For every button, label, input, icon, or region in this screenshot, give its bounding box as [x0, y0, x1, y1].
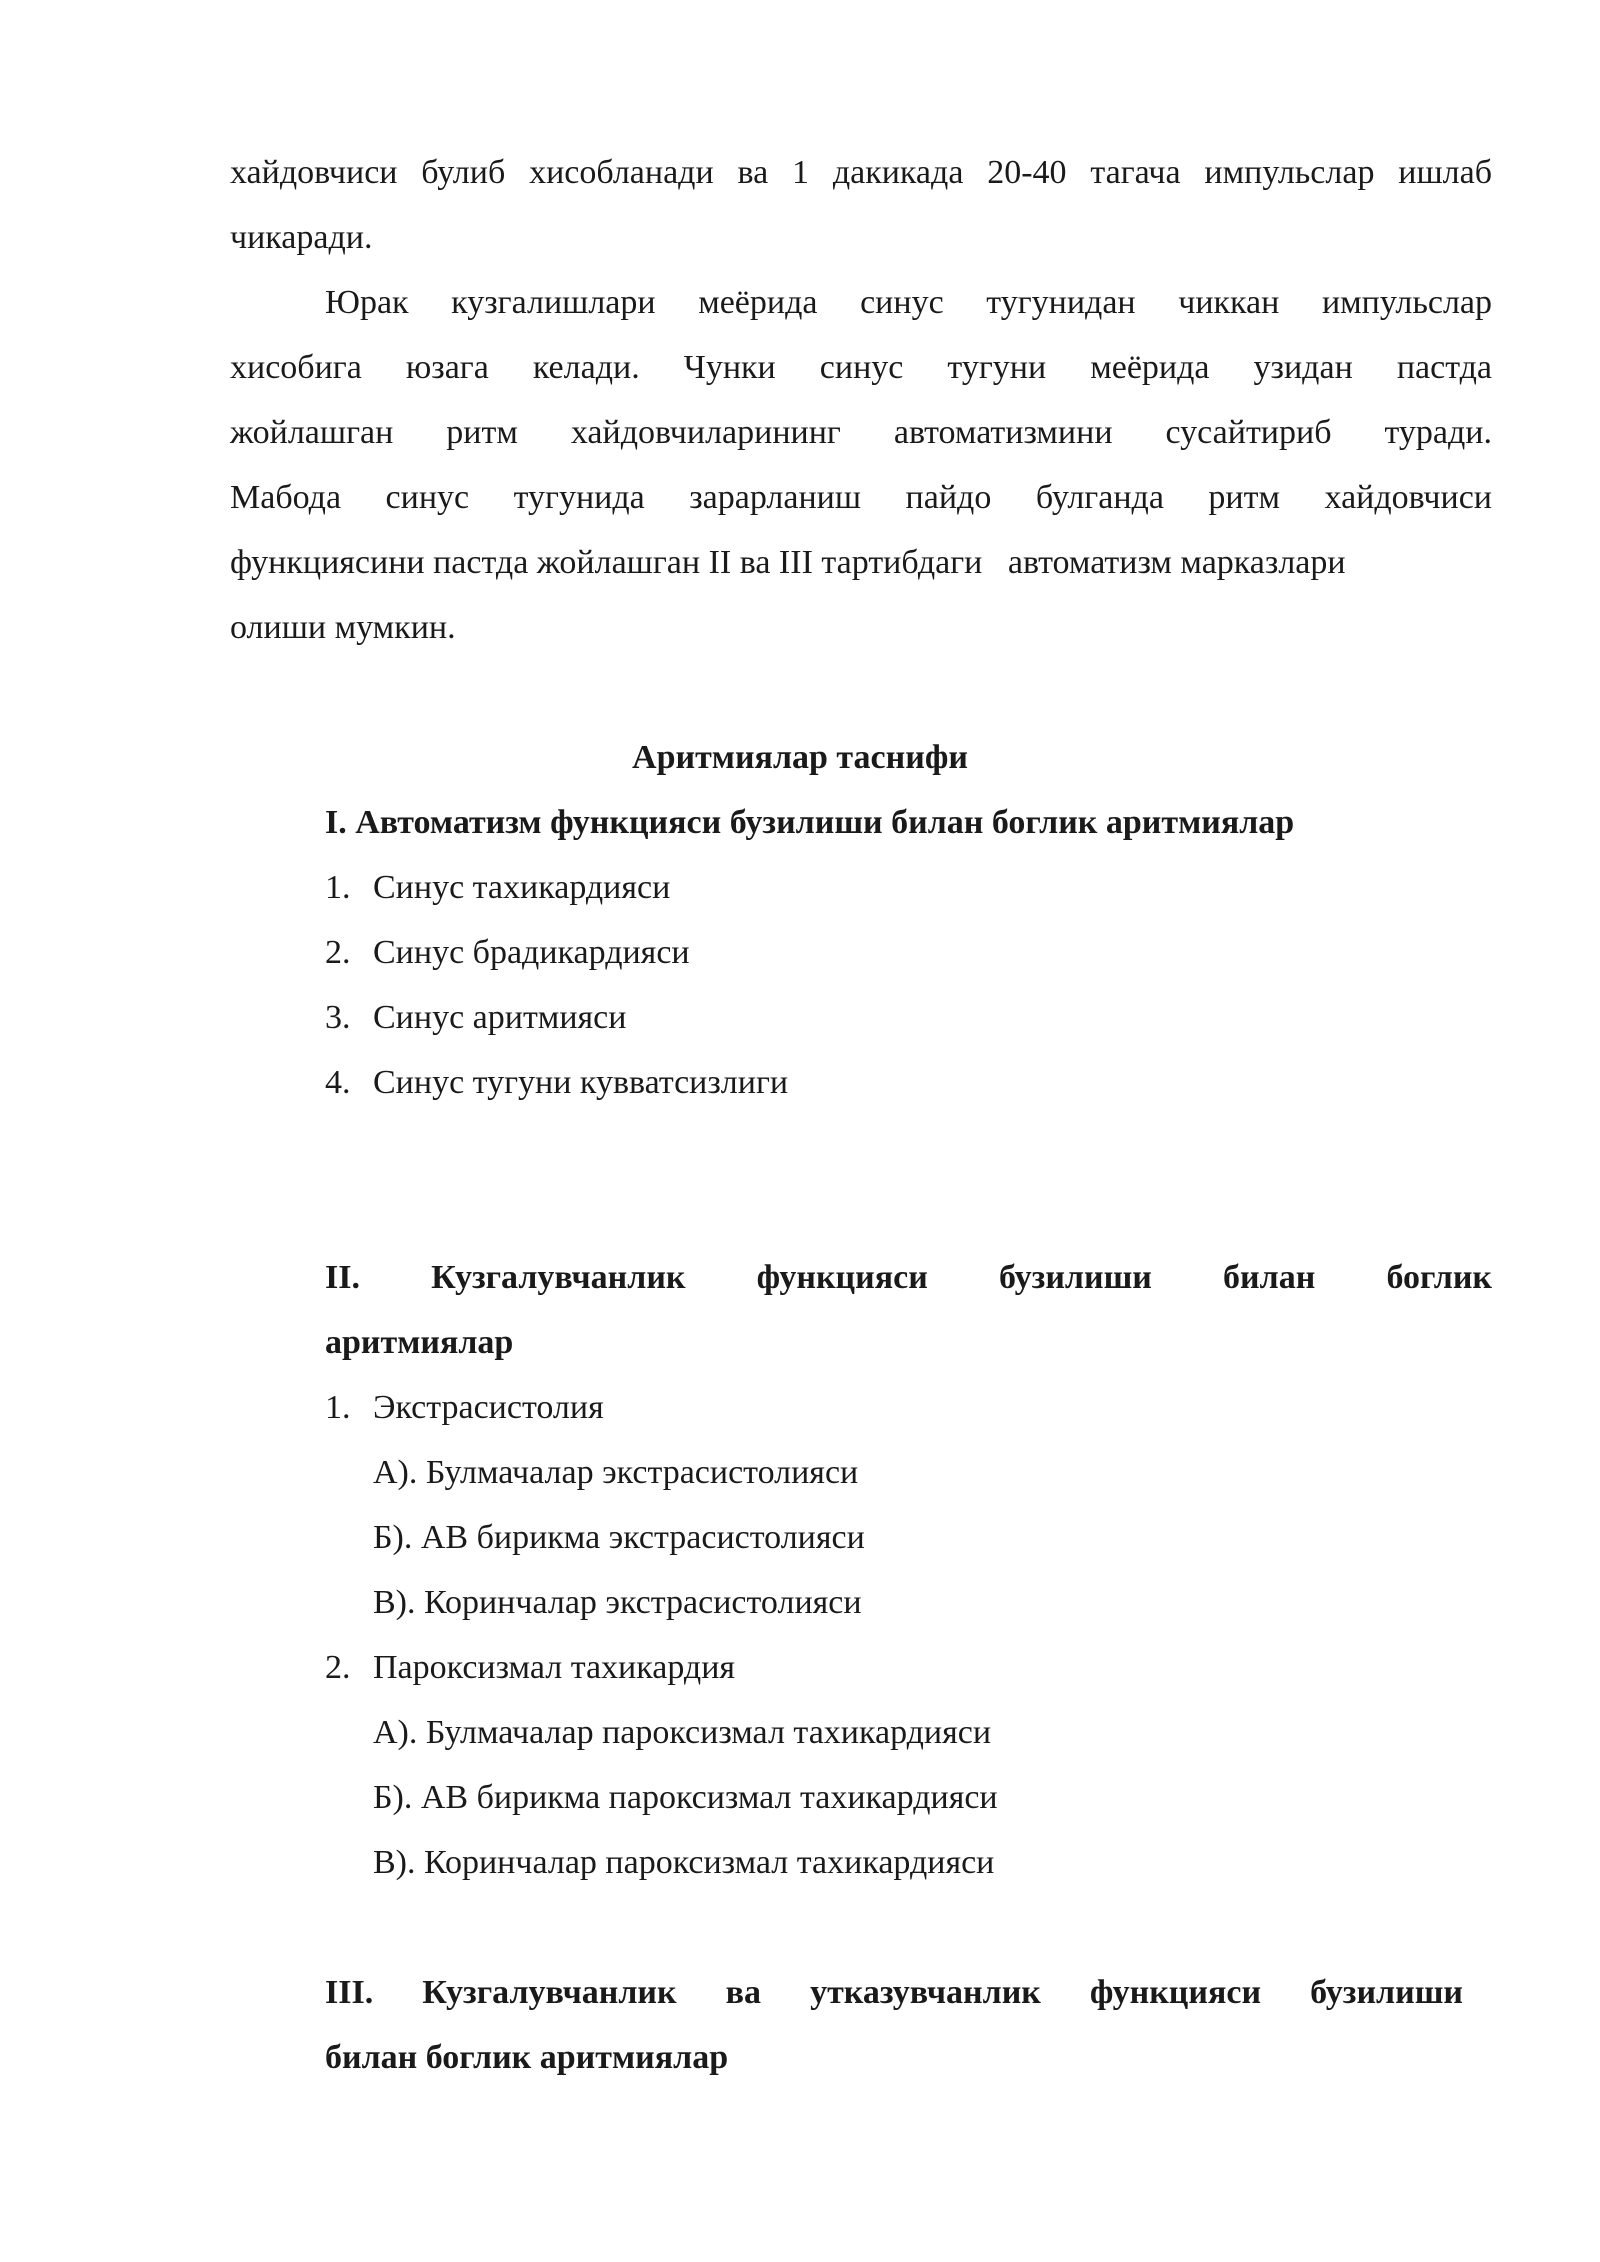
section1-item-2-text: Синус брадикардияси [373, 934, 690, 971]
paragraph2-line-1: Юрак кузгалишлари меёрида синус тугунидан чиккан импульслар [325, 284, 1492, 321]
section1-item-3-num: 3. [325, 999, 351, 1036]
section2-item-2-sub-a: А). Булмачалар пароксизмал тахикардияси [373, 1714, 992, 1751]
section1-item-4-text: Синус тугуни кувватсизлиги [373, 1064, 789, 1101]
section1-item-3-text: Синус аритмияси [373, 999, 627, 1036]
section3-heading-line-2: билан боглик аритмиялар [325, 2039, 729, 2076]
paragraph2-line-3: жойлашган ритм хайдовчиларининг автоматизмини сусайтириб туради. [230, 414, 1492, 451]
section2-item-1-text: Экстрасистолия [373, 1389, 604, 1426]
paragraph2-line-4: Мабода синус тугунида зарарланиш пайдо булганда ритм хайдовчиси [230, 479, 1492, 516]
section2-item-1-sub-b: Б). АВ бирикма экстрасистолияси [373, 1519, 865, 1556]
section2-item-2-sub-b: Б). АВ бирикма пароксизмал тахикардияси [373, 1779, 998, 1816]
section1-item-4-num: 4. [325, 1064, 351, 1101]
section1-item-2-num: 2. [325, 934, 351, 971]
section2-item-1-sub-c: В). Коринчалар экстрасистолияси [373, 1584, 862, 1621]
paragraph2-line-2: хисобига юзага келади. Чунки синус тугуни меёрида узидан пастда [230, 349, 1492, 386]
section2-item-2-num: 2. [325, 1649, 351, 1686]
section2-item-2-sub-c: В). Коринчалар пароксизмал тахикардияси [373, 1844, 995, 1881]
section2-item-1-sub-a: А). Булмачалар экстрасистолияси [373, 1454, 859, 1491]
section2-item-2-text: Пароксизмал тахикардия [373, 1649, 736, 1686]
section1-item-1-text: Синус тахикардияси [373, 869, 671, 906]
intro-line-1: хайдовчиси булиб хисобланади ва 1 дакикада 20-40 тагача импульслар ишлаб [230, 154, 1492, 191]
paragraph2-line-5: функциясини пастда жойлашган II ва III тартибдаги автоматизм марказлари [230, 544, 1346, 581]
section3-heading-line-1: III. Кузгалувчанлик ва утказувчанлик функцияси бузилиши [325, 1974, 1463, 2011]
paragraph2-line-6: олиши мумкин. [230, 609, 456, 646]
classification-title: Аритмиялар таснифи [632, 739, 968, 776]
section2-heading-line-1: II. Кузгалувчанлик функцияси бузилиши билан боглик [325, 1259, 1492, 1296]
section2-item-1-num: 1. [325, 1389, 351, 1426]
section2-heading-line-2: аритмиялар [325, 1324, 514, 1361]
intro-line-2: чикаради. [230, 219, 373, 256]
section1-heading: I. Автоматизм функцияси бузилиши билан боглик аритмиялар [325, 804, 1295, 841]
section1-item-1-num: 1. [325, 869, 351, 906]
